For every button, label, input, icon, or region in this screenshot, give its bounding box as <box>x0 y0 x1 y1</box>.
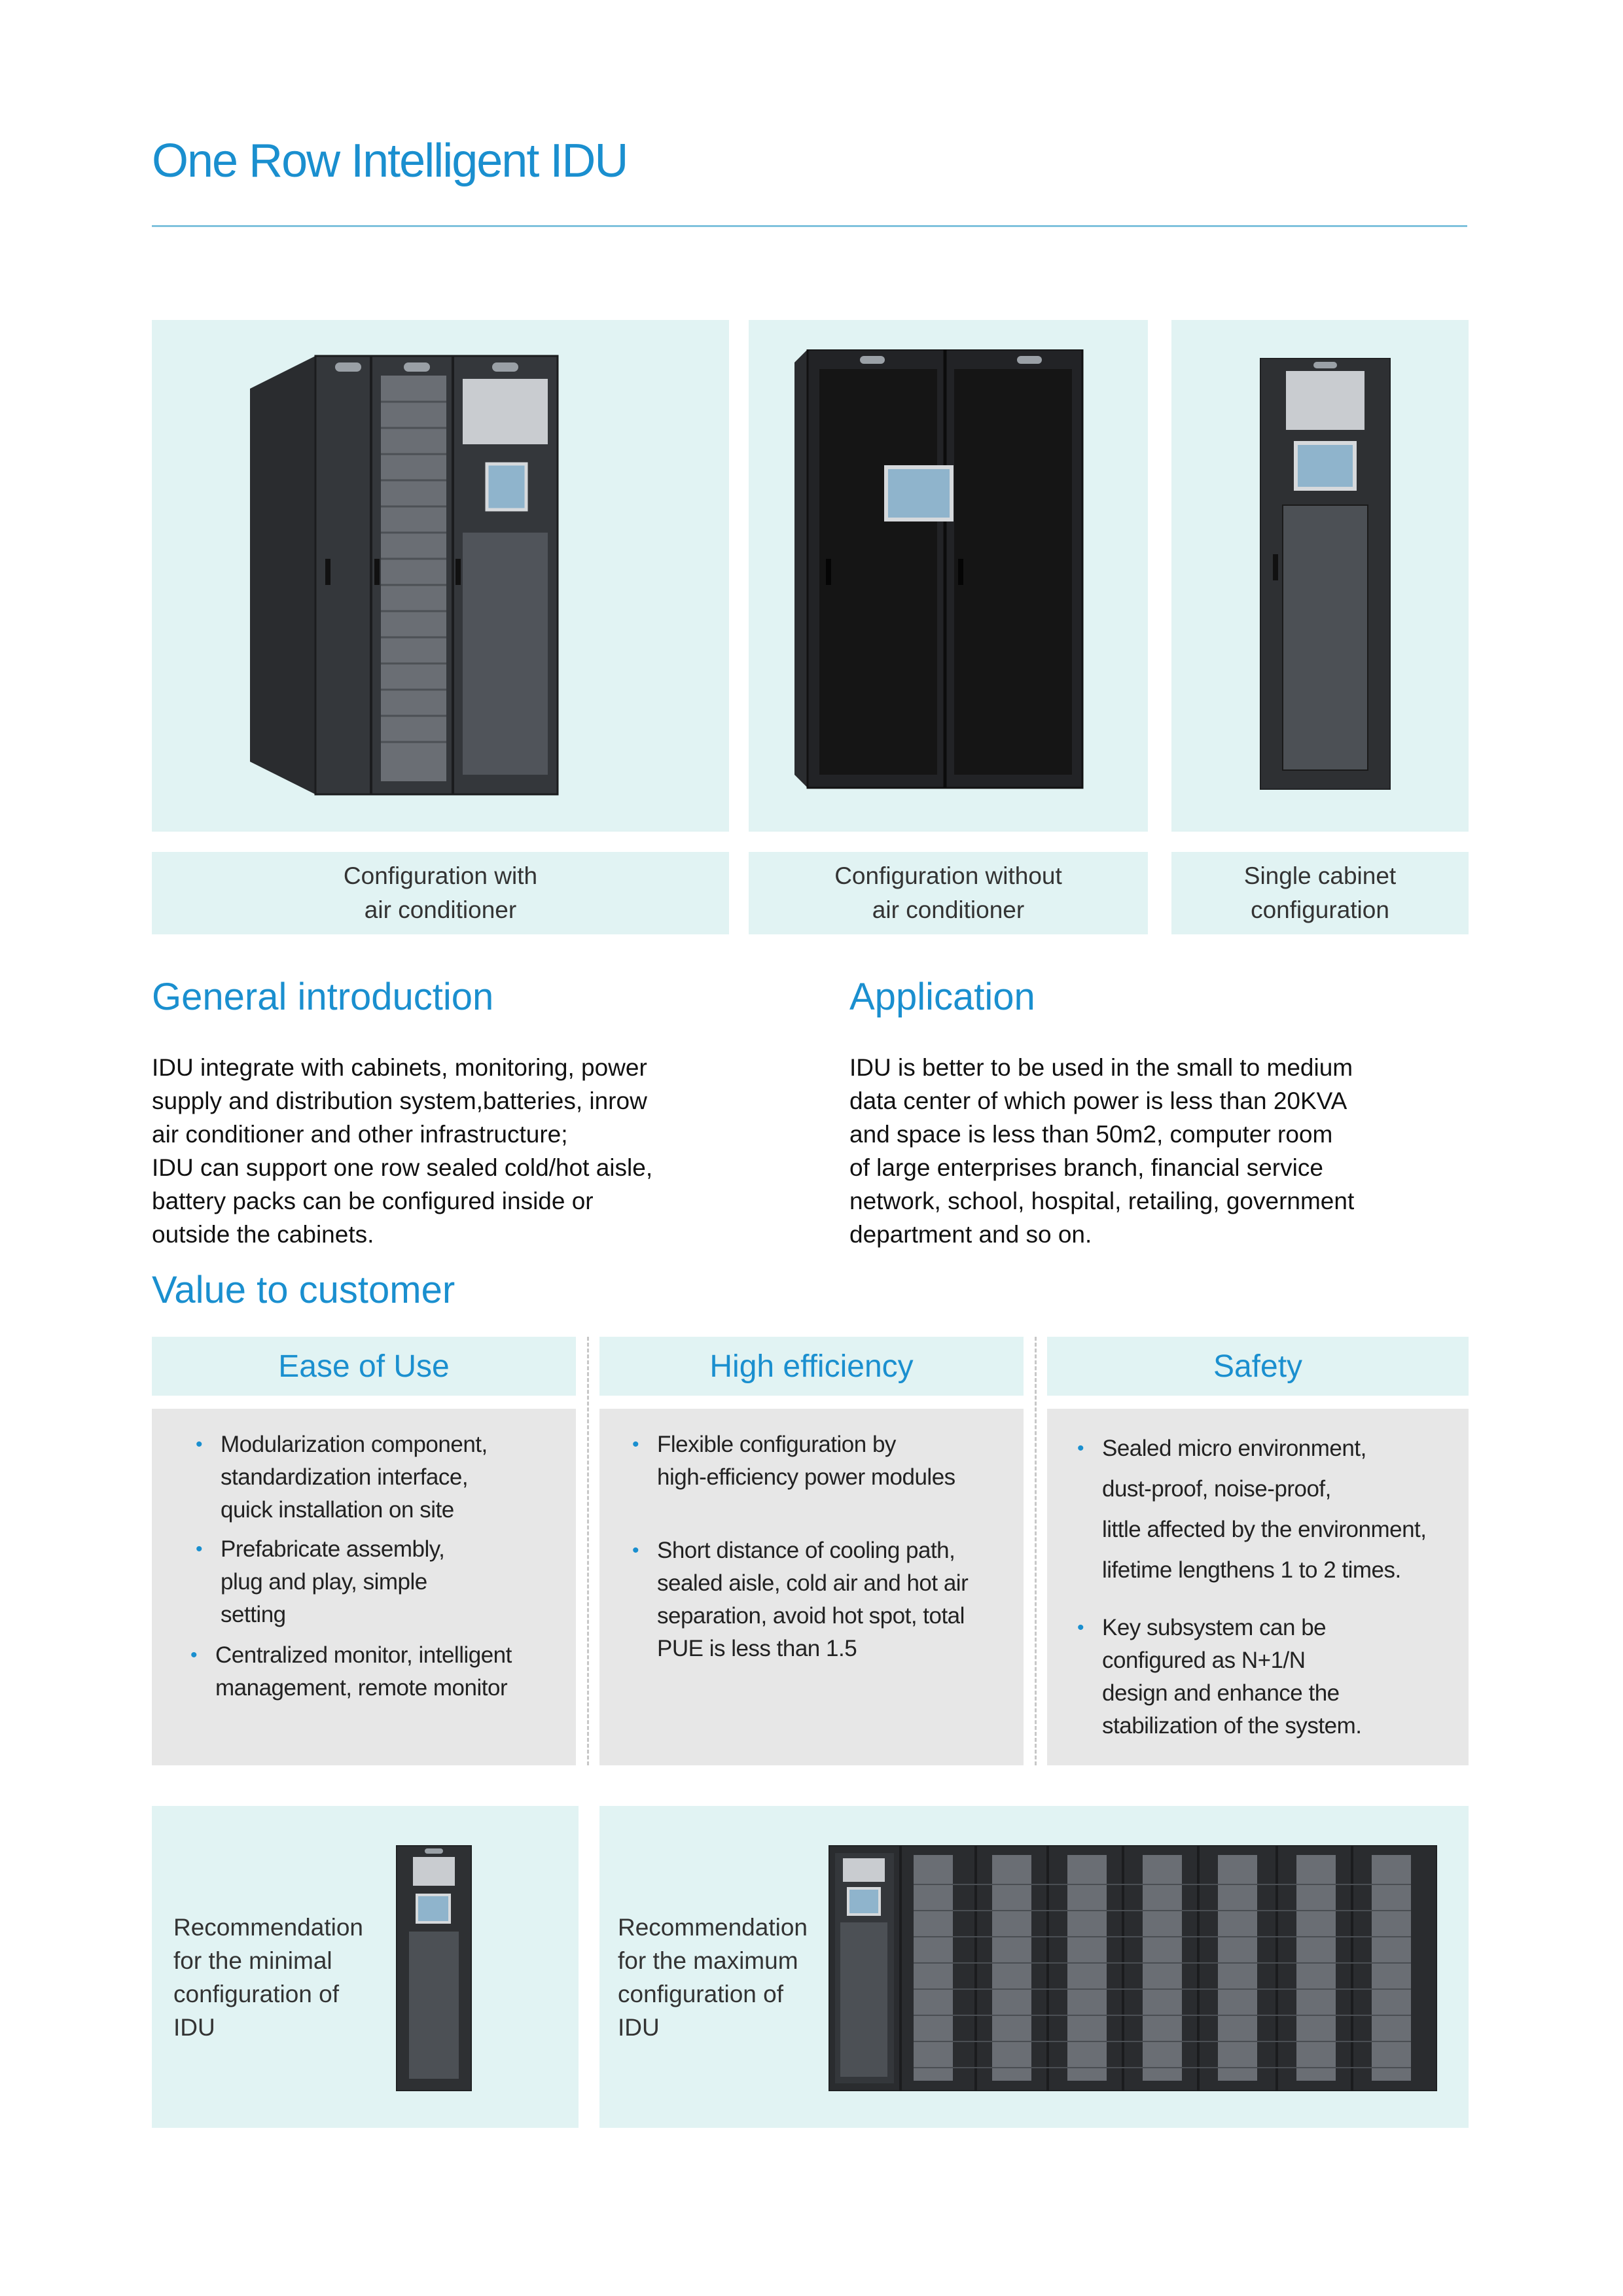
rec-line: Recommendation <box>173 1914 363 1941</box>
bullet-dot-icon: • <box>190 1644 198 1666</box>
bullet-dot-icon: • <box>632 1434 639 1455</box>
text-line: data center of which power is less than 20KVA <box>849 1087 1347 1114</box>
product-image-with-ac <box>152 320 729 832</box>
caption-line-2: air conditioner <box>872 896 1025 923</box>
value-column-title: Safety <box>1047 1337 1469 1396</box>
bullet-line: sealed aisle, cold air and hot air <box>657 1570 969 1596</box>
bullet-line: plug and play, simple <box>221 1569 427 1595</box>
bullet-item <box>632 1428 955 1494</box>
bullet-dot-icon: • <box>1077 1617 1084 1638</box>
text-line: and space is less than 50m2, computer room <box>849 1121 1333 1148</box>
bullet-line: Prefabricate assembly, <box>221 1536 445 1562</box>
bullet-line: PUE is less than 1.5 <box>657 1636 857 1661</box>
bullet-dot-icon: • <box>1077 1438 1084 1459</box>
maximum-cabinet-row-illustration <box>829 1845 1437 2091</box>
column-divider <box>1035 1337 1037 1765</box>
rec-line: configuration of <box>618 1981 784 2007</box>
text-line: outside the cabinets. <box>152 1221 374 1248</box>
recommendation-minimal-panel <box>152 1806 579 2128</box>
bullet-line: standardization interface, <box>221 1464 469 1490</box>
rec-line: Recommendation <box>618 1914 808 1941</box>
value-column-title: High efficiency <box>599 1337 1024 1396</box>
page-title: One Row Intelligent IDU <box>152 135 628 187</box>
bullet-line: quick installation on site <box>221 1497 454 1523</box>
rec-line: for the maximum <box>618 1947 798 1974</box>
title-divider <box>152 225 1467 227</box>
caption-line-1: Single cabinet <box>1243 862 1397 889</box>
bullet-line: high-efficiency power modules <box>657 1464 955 1490</box>
bullet-line: management, remote monitor <box>215 1675 508 1701</box>
bullet-line: little affected by the environment, <box>1102 1517 1427 1542</box>
value-column-body-high-efficiency <box>599 1409 1024 1765</box>
text-line: of large enterprises branch, financial service <box>849 1154 1323 1181</box>
value-column-title: Ease of Use <box>152 1337 576 1396</box>
application-text <box>849 1051 1354 1251</box>
bullet-dot-icon: • <box>632 1540 639 1561</box>
rec-line: IDU <box>618 2014 660 2041</box>
general-introduction-heading: General introduction <box>152 976 494 1018</box>
cabinet-pair-illustration <box>794 349 1096 794</box>
caption-line-1: Configuration with <box>343 862 538 889</box>
text-line: IDU is better to be used in the small to medium <box>849 1054 1353 1081</box>
bullet-line: Centralized monitor, intelligent <box>215 1642 512 1668</box>
application-heading: Application <box>849 976 1035 1018</box>
bullet-line: Flexible configuration by <box>657 1432 896 1457</box>
caption-line-2: air conditioner <box>364 896 517 923</box>
recommendation-maximum-panel <box>599 1806 1469 2128</box>
recommendation-maximum-text <box>618 1911 808 2044</box>
bullet-item <box>632 1534 969 1665</box>
caption-single-cabinet <box>1171 852 1469 934</box>
bullet-line: setting <box>221 1602 286 1627</box>
bullet-item <box>190 1639 512 1704</box>
bullet-item <box>1077 1612 1362 1742</box>
single-cabinet-illustration <box>1260 358 1391 790</box>
bullet-dot-icon: • <box>196 1538 203 1560</box>
bullet-line: Short distance of cooling path, <box>657 1538 955 1563</box>
rec-line: IDU <box>173 2014 215 2041</box>
cabinet-group-illustration <box>250 343 616 801</box>
bullet-item <box>196 1533 445 1631</box>
bullet-dot-icon: • <box>196 1434 203 1455</box>
text-line: air conditioner and other infrastructure; <box>152 1121 568 1148</box>
bullet-line: stabilization of the system. <box>1102 1713 1362 1739</box>
bullet-line: lifetime lengthens 1 to 2 times. <box>1102 1557 1401 1583</box>
bullet-line: design and enhance the <box>1102 1680 1340 1706</box>
text-line: network, school, hospital, retailing, government <box>849 1188 1355 1214</box>
text-line: battery packs can be configured inside or <box>152 1188 594 1214</box>
caption-without-ac <box>749 852 1148 934</box>
bullet-line: configured as N+1/N <box>1102 1648 1306 1673</box>
text-line: supply and distribution system,batteries, inrow <box>152 1087 647 1114</box>
bullet-line: Key subsystem can be <box>1102 1615 1327 1640</box>
rec-line: configuration of <box>173 1981 340 2007</box>
caption-with-ac <box>152 852 729 934</box>
recommendation-minimal-text <box>173 1911 363 2044</box>
bullet-line: Modularization component, <box>221 1432 488 1457</box>
caption-line-2: configuration <box>1251 896 1389 923</box>
bullet-line: dust-proof, noise-proof, <box>1102 1476 1331 1502</box>
general-introduction-text <box>152 1051 652 1251</box>
bullet-line: separation, avoid hot spot, total <box>657 1603 965 1629</box>
bullet-item <box>1077 1428 1427 1591</box>
product-image-without-ac <box>749 320 1148 832</box>
product-image-single-cabinet <box>1171 320 1469 832</box>
value-column-body-ease-of-use <box>152 1409 576 1765</box>
bullet-line: Sealed micro environment, <box>1102 1436 1366 1461</box>
column-divider <box>587 1337 589 1765</box>
text-line: IDU can support one row sealed cold/hot aisle, <box>152 1154 653 1181</box>
rec-line: for the minimal <box>173 1947 332 1974</box>
value-to-customer-heading: Value to customer <box>152 1269 455 1311</box>
caption-line-1: Configuration without <box>834 862 1062 889</box>
value-column-body-safety <box>1047 1409 1469 1765</box>
text-line: IDU integrate with cabinets, monitoring, power <box>152 1054 647 1081</box>
minimal-cabinet-illustration <box>396 1845 472 2091</box>
text-line: department and so on. <box>849 1221 1092 1248</box>
bullet-item <box>196 1428 488 1527</box>
